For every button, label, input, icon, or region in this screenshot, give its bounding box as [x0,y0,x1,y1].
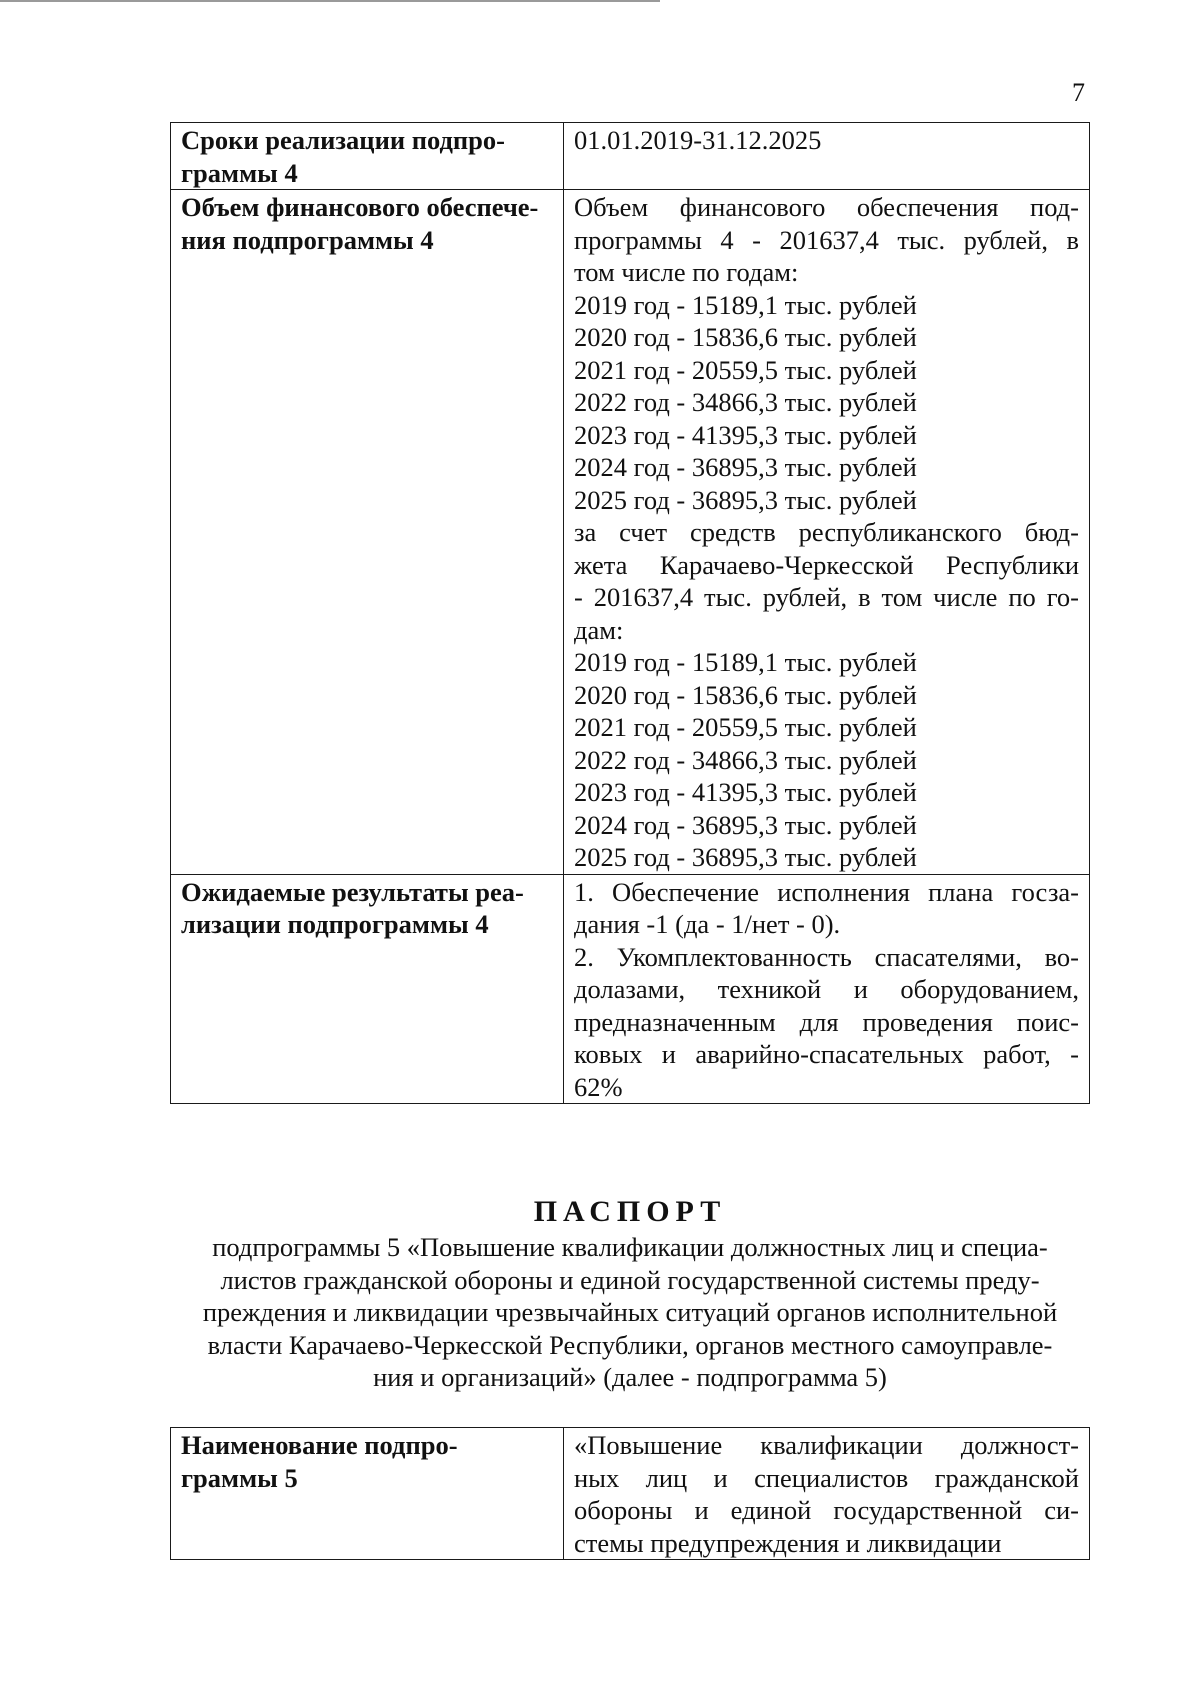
value-line: программы 4 - 201637,4 тыс. рублей, в [574,224,1079,255]
page-number: 7 [1072,78,1085,107]
value-line: за счет средств республиканского бюд- [574,517,1079,547]
subprogram-5-table [170,1427,1090,1560]
row-label [171,190,564,875]
value-line: 62% [574,1071,623,1102]
value-line: 01.01.2019-31.12.2025 [574,125,822,155]
subtitle-line: листов гражданской обороны и единой государственной системы преду- [220,1264,1040,1295]
value-line: ковых и аварийно-спасательных работ, - [574,1039,1079,1069]
value-line: 2020 год - 15836,6 тыс. рублей [574,679,917,710]
label-line: Объем финансового обеспече- [181,192,539,222]
row-value [564,123,1090,190]
passport-title: ПАСПОРТ [533,1195,727,1228]
value-line: Объем финансового обеспечения под- [574,192,1079,222]
value-line: - 201637,4 тыс. рублей, в том числе по го- [574,582,1079,612]
row-label [171,874,564,1104]
value-line: том числе по годам: [574,257,799,287]
value-line: 2021 год - 20559,5 тыс. рублей [574,354,917,385]
value-line: «Повышение квалификации должност- [574,1430,1079,1460]
label-line: Ожидаемые результаты реа- [181,876,524,907]
table-row [171,123,1090,190]
passport-heading [170,1193,1090,1394]
value-line: стемы предупреждения и ликвидации [574,1527,1002,1558]
value-line: 2019 год - 15189,1 тыс. рублей [574,647,917,677]
label-line: Сроки реализации подпро- [181,125,505,155]
subprogram-4-table [170,122,1090,1104]
label-line: граммы 4 [181,157,298,188]
label-line: лизации подпрограммы 4 [181,909,489,939]
row-value [564,1428,1090,1560]
label-line: Наименование подпро- [181,1430,458,1460]
scan-edge-line [0,0,660,2]
label-line: граммы 5 [181,1462,298,1493]
value-line: 2019 год - 15189,1 тыс. рублей [574,289,917,320]
value-line: долазами, техникой и оборудованием, [574,974,1079,1004]
row-label [171,123,564,190]
value-line: 2024 год - 36895,3 тыс. рублей [574,452,917,482]
table-row [171,874,1090,1104]
label-line: ния подпрограммы 4 [181,224,434,255]
passport-subtitle [170,1231,1090,1394]
value-line: 2021 год - 20559,5 тыс. рублей [574,712,917,742]
table-row [171,1428,1090,1560]
value-line: 2024 год - 36895,3 тыс. рублей [574,809,917,840]
subtitle-line: преждения и ликвидации чрезвычайных ситуаций органов исполнительной [202,1297,1058,1327]
value-line: 2022 год - 34866,3 тыс. рублей [574,387,917,417]
value-line: обороны и единой государственной си- [574,1495,1079,1525]
value-line: 2025 год - 36895,3 тыс. рублей [574,484,917,515]
value-line: предназначенным для проведения поис- [574,1006,1079,1037]
table-row [171,190,1090,875]
value-line: дам: [574,614,624,645]
row-value [564,190,1090,875]
value-line: 2. Укомплектованность спасателями, во- [574,941,1079,972]
value-line: 1. Обеспечение исполнения плана госза- [574,876,1079,907]
value-line: 2022 год - 34866,3 тыс. рублей [574,744,917,775]
value-line: 2023 год - 41395,3 тыс. рублей [574,777,917,807]
row-value [564,874,1090,1104]
value-line: 2020 год - 15836,6 тыс. рублей [574,322,917,352]
subtitle-line: власти Карачаево-Черкесской Республики, органов местного самоуправле- [207,1329,1053,1360]
subtitle-line: ния и организаций» (далее - подпрограмма 5) [373,1362,887,1392]
row-label [171,1428,564,1560]
value-line: 2023 год - 41395,3 тыс. рублей [574,419,917,450]
value-line: дания -1 (да - 1/нет - 0). [574,909,841,939]
value-line: 2025 год - 36895,3 тыс. рублей [574,842,917,872]
subtitle-line: подпрограммы 5 «Повышение квалификации должностных лиц и специа- [212,1232,1048,1262]
value-line: жета Карачаево-Черкесской Республики [574,549,1079,580]
value-line: ных лиц и специалистов гражданской [574,1462,1079,1493]
